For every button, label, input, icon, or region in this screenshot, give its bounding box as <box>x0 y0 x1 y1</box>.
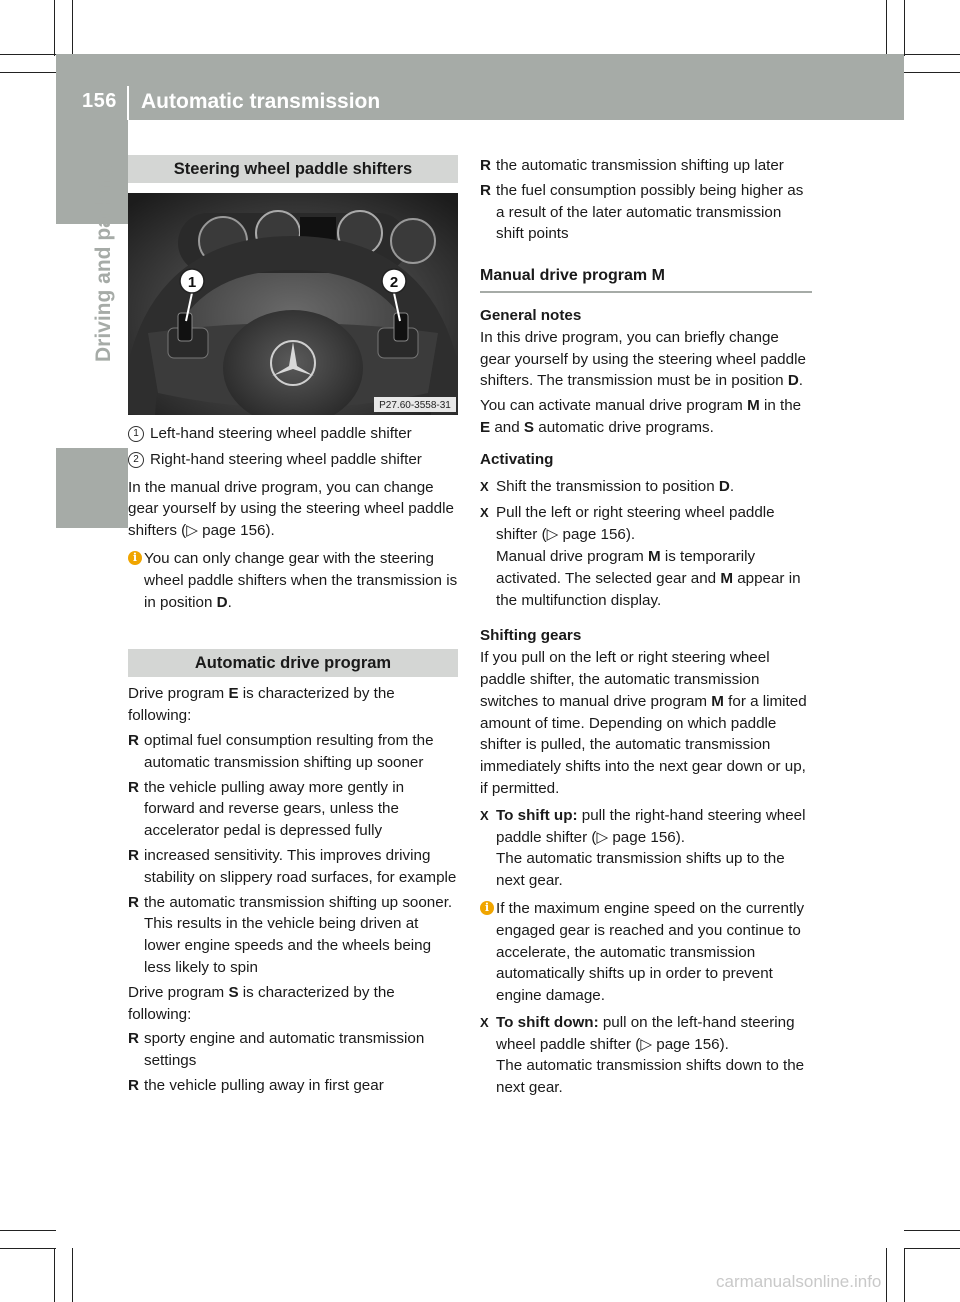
left-column <box>128 155 458 1097</box>
subheading-shifting-gears: Shifting gears <box>480 627 582 645</box>
list-text: the vehicle pulling away more gently in forward and reverse gears, unless the accelerator pedal is depressed fully <box>144 778 405 840</box>
step-text: M <box>647 547 661 565</box>
crop-mark <box>0 1230 56 1231</box>
info-icon: i <box>480 901 494 915</box>
text: is characterized by the following: <box>128 685 395 725</box>
crop-mark <box>72 1248 73 1302</box>
info-text: D <box>216 593 228 611</box>
subheading-activating: Activating <box>480 450 554 468</box>
watermark: carmanualsonline.info <box>716 1272 882 1291</box>
page-number: 156 <box>82 90 117 112</box>
text: You can activate manual drive program <box>480 397 748 415</box>
text: M <box>711 692 724 710</box>
step-text: Manual drive program <box>496 547 648 565</box>
step-text: The automatic transmission shifts down to the next gear. <box>496 1057 805 1097</box>
list-item: R increased sensitivity. This improves driving stability on slippery road surfaces, for example <box>128 846 457 886</box>
list-item: R the vehicle pulling away more gently in forward and reverse gears, unless the accelerator pedal is depressed fully <box>128 778 405 840</box>
crop-mark <box>72 0 73 56</box>
text: is characterized by the following: <box>128 983 395 1023</box>
info-text: . <box>227 593 232 611</box>
legend-text: Right-hand steering wheel paddle shifter <box>150 450 422 468</box>
step-text: D <box>718 477 730 495</box>
list-item: R the fuel consumption possibly being higher as a result of the later automatic transmission shift points <box>480 181 804 243</box>
paragraph <box>128 982 458 1026</box>
text: In this drive program, you can briefly change gear yourself by using the steering wheel paddle shifters. The transmission must be in position <box>480 328 806 390</box>
paragraph <box>480 647 812 800</box>
list-text: the automatic transmission shifting up later <box>496 157 784 174</box>
crop-mark <box>904 0 905 56</box>
info-note <box>128 548 458 613</box>
crop-mark <box>904 1248 905 1302</box>
legend-text: Left-hand steering wheel paddle shifter <box>150 425 412 442</box>
crop-mark <box>0 72 56 73</box>
step-text: Pull the left or right steering wheel paddle shifter (▷ page 156). <box>496 504 775 544</box>
info-text: If the maximum engine speed on the currently engaged gear is reached and you continue to accelerate, the automatic transmission automatically shifts up in order to prevent engine damage. <box>496 899 805 1005</box>
crop-mark <box>904 1230 960 1231</box>
step: X Shift the transmission to position D. <box>480 477 735 495</box>
paragraph <box>480 327 812 392</box>
text: in the <box>759 397 802 415</box>
list-text: optimal fuel consumption resulting from the automatic transmission shifting up sooner <box>144 731 434 771</box>
step-text: pull on the left-hand steering wheel paddle shifter (▷ page 156). <box>496 1013 795 1053</box>
paragraph <box>128 683 458 727</box>
step-label: To shift down: <box>496 1013 599 1031</box>
section-heading-paddle-shifters: Steering wheel paddle shifters <box>128 155 458 183</box>
steering-wheel-photo <box>128 193 458 415</box>
list-text: the fuel consumption possibly being higher as a result of the later automatic transmission shift points <box>496 181 804 243</box>
text: Drive program <box>128 685 229 703</box>
paragraph: In the manual drive program, you can change gear yourself by using the steering wheel paddle shifters (▷ page 156). <box>128 478 454 540</box>
legend-item <box>128 449 458 471</box>
text: Drive program <box>128 983 229 1001</box>
photo-code: P27.60-3558-31 <box>379 400 451 411</box>
info-note <box>480 898 812 1007</box>
step-text: . <box>729 477 735 495</box>
crop-mark <box>0 1248 56 1249</box>
crop-mark <box>0 54 56 55</box>
list-text: the automatic transmission shifting up sooner. This results in the vehicle being driven at lower engine speeds and the wheels being less likely to spin <box>144 893 453 976</box>
step-text: Shift the transmission to position <box>496 477 719 495</box>
text: M <box>747 397 760 415</box>
legend-number: 2 <box>128 452 144 468</box>
step-text: The automatic transmission shifts up to the next gear. <box>496 850 785 890</box>
crop-mark <box>886 0 887 56</box>
info-text: You can only change gear with the steering wheel paddle shifters when the transmission is in position <box>144 549 458 611</box>
crop-mark <box>904 54 960 55</box>
list-text: sporty engine and automatic transmission settings <box>144 1030 425 1070</box>
chapter-label: Driving and parking <box>92 164 115 362</box>
step: X To shift down: pull on the left-hand steering wheel paddle shifter (▷ page 156). The automatic transmission shifts down to the next gear. <box>480 1013 805 1097</box>
header-divider <box>127 86 129 120</box>
text: E <box>480 418 491 436</box>
list-item: R the automatic transmission shifting up sooner. This results in the vehicle being driven at lower engine speeds and the wheels being less likely to spin <box>128 893 453 976</box>
section-heading-manual-drive: Manual drive program M <box>480 265 812 293</box>
text: D <box>787 372 799 390</box>
crop-mark <box>54 0 55 56</box>
paragraph <box>480 395 812 439</box>
list-text: increased sensitivity. This improves driving stability on slippery road surfaces, for example <box>144 846 457 886</box>
text: . <box>798 372 804 390</box>
step-text: M <box>720 569 733 587</box>
crop-mark <box>904 1248 960 1249</box>
info-icon: i <box>128 551 142 565</box>
crop-mark <box>904 72 960 73</box>
step: X To shift up: pull the right-hand steering wheel paddle shifter (▷ page 156). The automatic transmission shifts up to the next gear. <box>480 806 806 890</box>
list-item: R the vehicle pulling away in first gear <box>128 1076 384 1094</box>
legend-number: 1 <box>128 426 144 442</box>
step-text: pull the right-hand steering wheel paddle shifter (▷ page 156). <box>496 806 806 846</box>
crop-mark <box>886 1248 887 1302</box>
text: S <box>523 418 535 436</box>
section-heading-automatic-drive: Automatic drive program <box>128 649 458 677</box>
page-title: Automatic transmission <box>141 90 381 113</box>
text: for a limited amount of time. Depending on which paddle shifter is pulled, the automatic transmission immediately shifts into the next gear down or up, if permitted. <box>480 692 807 797</box>
step-label: To shift up: <box>496 806 578 824</box>
callout-1: 1 <box>187 274 197 291</box>
list-item: R optimal fuel consumption resulting from the automatic transmission shifting up sooner <box>128 731 434 771</box>
text: and <box>490 418 524 436</box>
list-item: R the automatic transmission shifting up later <box>480 157 784 174</box>
step: X Pull the left or right steering wheel paddle shifter (▷ page 156). Manual drive program M is temporarily activated. The selected gear and M appear in the multifunction display. <box>480 504 801 609</box>
legend-item <box>128 423 458 445</box>
list-text: the vehicle pulling away in first gear <box>144 1076 384 1094</box>
step-text: appear in the multifunction display. <box>496 569 801 609</box>
right-column <box>480 155 812 1099</box>
text: If you pull on the left or right steering wheel paddle shifter, the automatic transmission switches to manual drive program <box>480 649 770 710</box>
chapter-marker <box>56 448 128 528</box>
text: E <box>228 685 239 703</box>
text: S <box>228 983 239 1001</box>
step-text: is temporarily activated. The selected gear and <box>496 547 756 587</box>
subheading-general-notes: General notes <box>480 306 582 324</box>
text: automatic drive programs. <box>534 418 714 436</box>
crop-mark <box>54 1248 55 1302</box>
callout-2: 2 <box>389 274 399 291</box>
list-item: R sporty engine and automatic transmission settings <box>128 1030 425 1070</box>
